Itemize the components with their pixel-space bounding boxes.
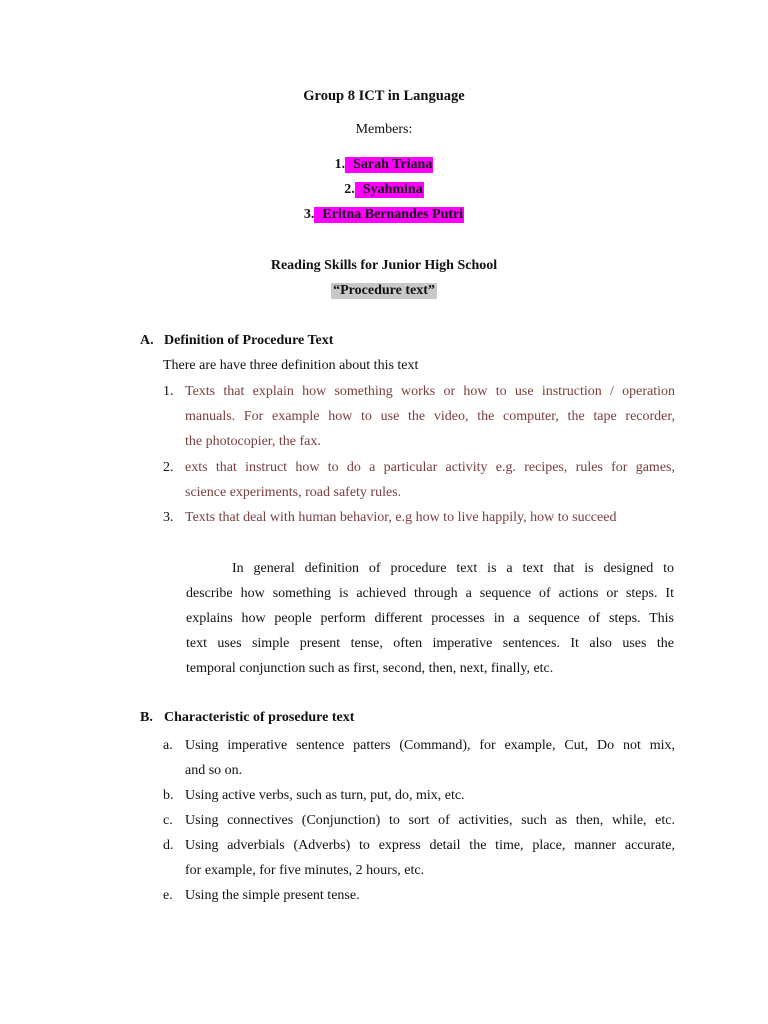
member-number: 1. <box>334 157 346 172</box>
section-letter: A. <box>140 333 154 348</box>
list-text <box>185 733 675 783</box>
member-item <box>0 182 768 198</box>
list-line: manuals. For example how to use the video, the computer, the tape recorder, <box>185 409 675 424</box>
general-definition-paragraph <box>186 556 674 681</box>
section-heading-text: Definition of Procedure Text <box>164 333 334 348</box>
paragraph-line: describe how something is achieved through a sequence of actions or steps. It <box>186 586 674 601</box>
member-name: Syahmina <box>362 182 423 197</box>
list-line: Texts that explain how something works or how to use instruction / operation <box>185 384 675 399</box>
document-title: Group 8 ICT in Language <box>303 88 465 104</box>
list-letter: d. <box>163 838 174 853</box>
members-label: Members: <box>355 122 413 137</box>
list-text <box>185 379 675 454</box>
list-line: Using active verbs, such as turn, put, do, mix, etc. <box>185 788 465 803</box>
member-number: 3. <box>303 207 315 222</box>
list-number: 3. <box>163 510 174 525</box>
list-line: for example, for five minutes, 2 hours, etc. <box>185 863 425 878</box>
list-text <box>185 505 675 530</box>
section-heading-text: Characteristic of prosedure text <box>164 710 355 725</box>
list-text <box>185 455 675 505</box>
section-a-heading <box>140 333 333 349</box>
list-line: the photocopier, the fax. <box>185 434 321 449</box>
list-text <box>185 783 675 808</box>
list-line: exts that instruct how to do a particular activity e.g. recipes, rules for games, <box>185 460 675 475</box>
document-subtitle: Reading Skills for Junior High School <box>270 258 498 273</box>
list-line: Using adverbials (Adverbs) to express detail the time, place, manner accurate, <box>185 838 675 853</box>
list-text <box>185 808 675 833</box>
member-name: Eritna Bernandes Putri <box>322 207 464 222</box>
list-line: and so on. <box>185 763 243 778</box>
list-line: Using imperative sentence patters (Command), for example, Cut, Do not mix, <box>185 738 675 753</box>
topic-highlight: “Procedure text” <box>333 283 435 298</box>
list-line: Texts that deal with human behavior, e.g how to live happily, how to succeed <box>185 510 617 525</box>
member-item <box>0 207 768 223</box>
list-number: 2. <box>163 460 174 475</box>
list-letter: c. <box>163 813 173 828</box>
list-line: science experiments, road safety rules. <box>185 485 402 500</box>
member-number: 2. <box>344 182 355 197</box>
member-name-highlight <box>345 157 433 173</box>
member-item <box>0 157 768 173</box>
member-name: Sarah Triana <box>353 157 433 172</box>
list-letter: e. <box>163 888 173 903</box>
paragraph-line: In general definition of procedure text is a text that is designed to <box>232 561 674 576</box>
paragraph-line: explains how people perform different processes in a sequence of steps. This <box>186 611 674 626</box>
section-a-intro: There are have three definition about this text <box>163 358 419 373</box>
list-line: Using connectives (Conjunction) to sort of activities, such as then, while, etc. <box>185 813 675 828</box>
list-letter: a. <box>163 738 173 753</box>
list-text <box>185 883 675 908</box>
section-b-heading <box>140 710 354 726</box>
member-name-highlight <box>355 182 424 198</box>
section-letter: B. <box>140 710 153 725</box>
list-letter: b. <box>163 788 174 803</box>
member-name-highlight <box>314 207 464 223</box>
list-line: Using the simple present tense. <box>185 888 360 903</box>
paragraph-line: temporal conjunction such as first, second, then, next, finally, etc. <box>186 661 554 676</box>
list-number: 1. <box>163 384 174 399</box>
list-text <box>185 833 675 883</box>
paragraph-line: text uses simple present tense, often imperative sentences. It also uses the <box>186 636 674 651</box>
topic-wrapper <box>0 283 768 299</box>
